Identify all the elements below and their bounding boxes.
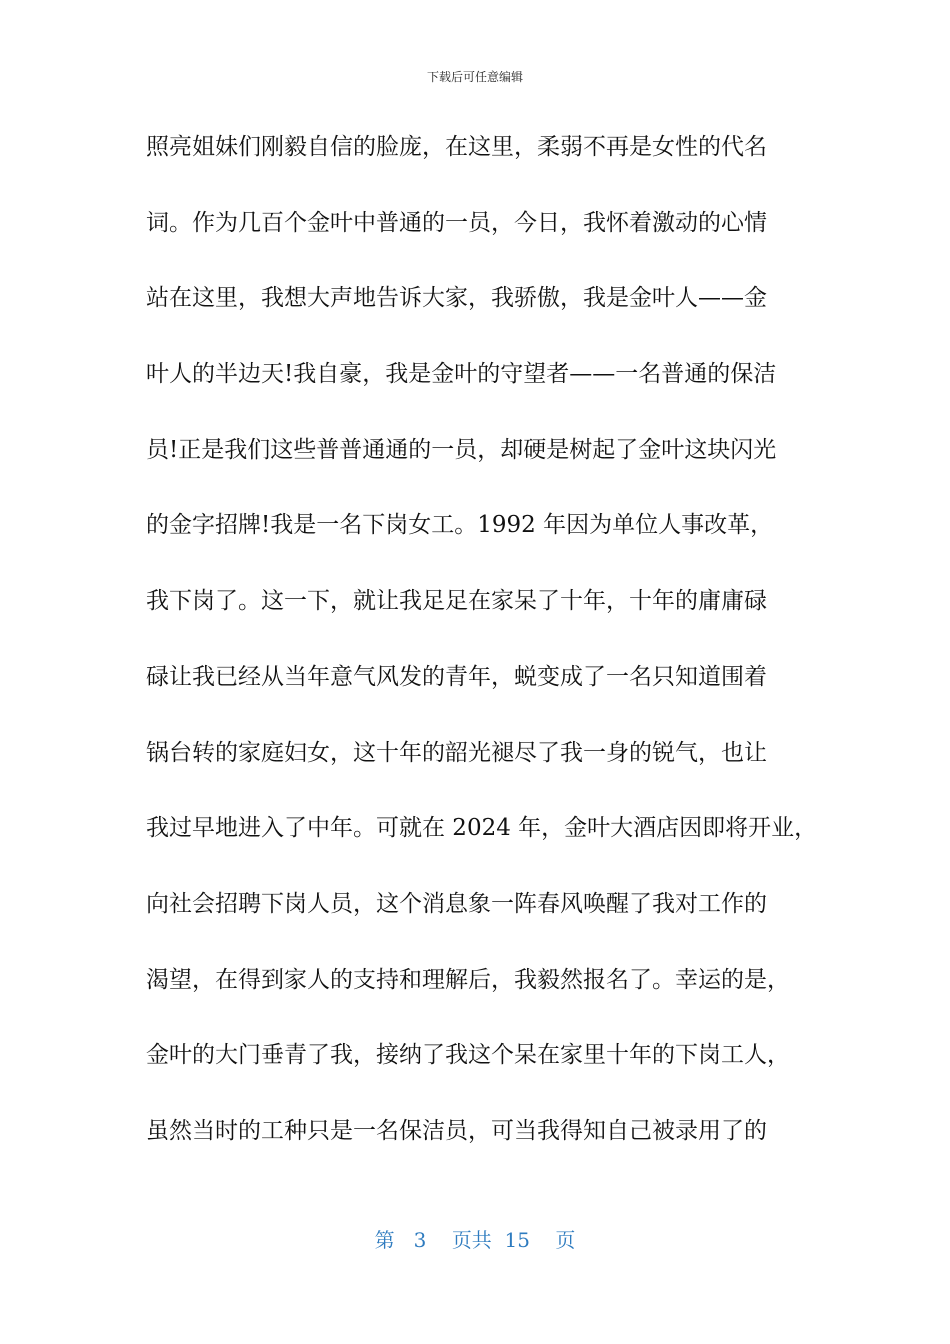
text-line: 的金字招牌!我是一名下岗女工。1992 年因为单位人事改革，: [146, 512, 774, 539]
text-line: 叶人的半边天!我自豪，我是金叶的守望者——一名普通的保洁: [146, 361, 777, 388]
footer-suffix: 页: [555, 1228, 576, 1252]
page-footer: [0, 1224, 950, 1253]
document-body: [146, 125, 826, 1185]
text-line: 锅台转的家庭妇女，这十年的韶光褪尽了我一身的锐气，也让: [146, 739, 767, 766]
text-line: 员!正是我们这些普普通通的一员，却硬是树起了金叶这块闪光: [146, 436, 777, 463]
page-header: 下载后可任意编辑: [426, 70, 523, 84]
text-line: 渴望，在得到家人的支持和理解后，我毅然报名了。幸运的是，: [146, 966, 790, 993]
text-line: 我过早地进入了中年。可就在 2024 年，金叶大酒店因即将开业，: [146, 815, 818, 842]
footer-prefix: 第: [374, 1228, 395, 1252]
text-line: 照亮姐妹们刚毅自信的脸庞，在这里，柔弱不再是女性的代名: [146, 134, 767, 160]
footer-middle: 页共: [451, 1228, 492, 1252]
text-line: 词。作为几百个金叶中普通的一员，今日，我怀着激动的心情: [146, 209, 767, 236]
text-line: 碌让我已经从当年意气风发的青年，蜕变成了一名只知道围着: [146, 663, 767, 690]
text-line: 我下岗了。这一下，就让我足足在家呆了十年，十年的庸庸碌: [146, 588, 767, 615]
current-page-number: 3: [413, 1228, 427, 1252]
text-line: 金叶的大门垂青了我，接纳了我这个呆在家里十年的下岗工人，: [146, 1042, 790, 1069]
text-line: 站在这里，我想大声地告诉大家，我骄傲，我是金叶人——金: [146, 285, 767, 312]
text-line: 虽然当时的工种只是一名保洁员，可当我得知自己被录用了的: [146, 1117, 767, 1144]
total-pages-number: 15: [504, 1228, 530, 1252]
text-line: 向社会招聘下岗人员，这个消息象一阵春风唤醒了我对工作的: [146, 890, 767, 917]
